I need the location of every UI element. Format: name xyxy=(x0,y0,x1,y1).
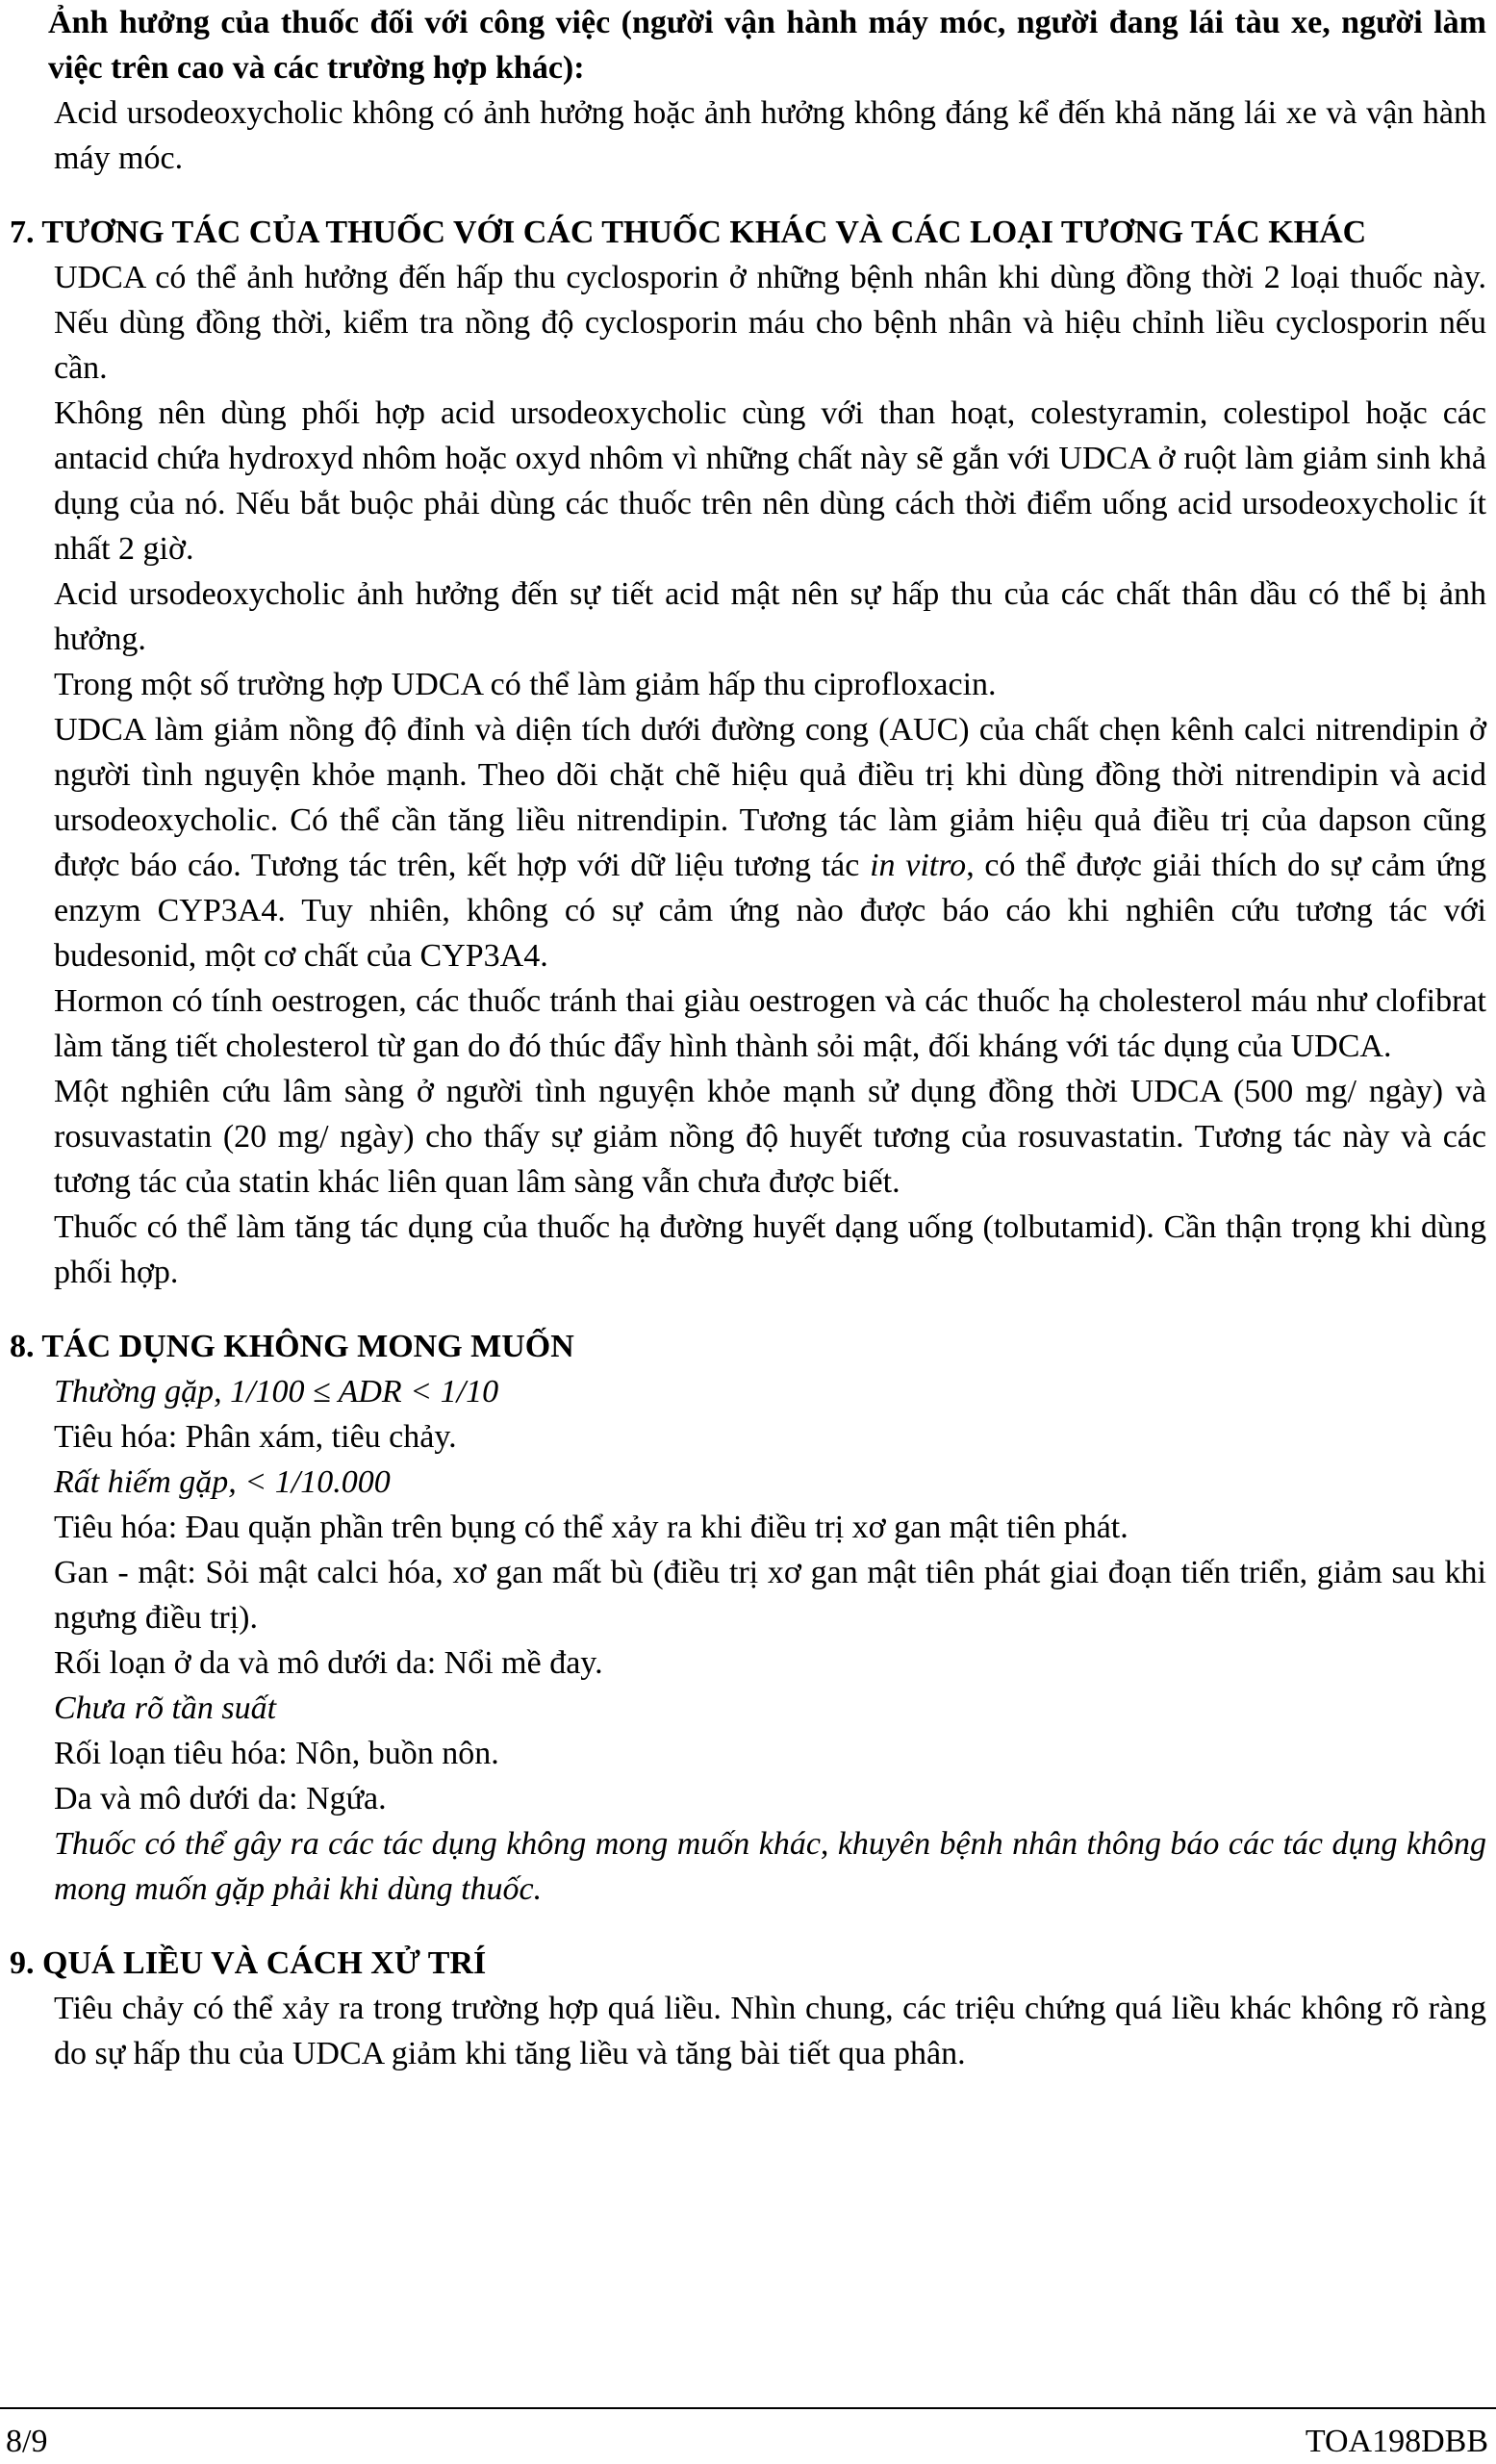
spacer xyxy=(10,1912,1486,1941)
section-7-paragraph: UDCA có thể ảnh hưởng đến hấp thu cyclosporin ở những bệnh nhân khi dùng đồng thời 2 loại thuốc này. Nếu dùng đồng thời, kiểm tra nồng độ cyclosporin máu cho bệnh nhân và hiệu chỉnh liều cyclosporin nếu cần. xyxy=(54,260,1486,386)
page-content xyxy=(10,0,1486,2076)
section-7-paragraph-nitrendipin xyxy=(10,707,1486,978)
adverse-effect-item: Da và mô dưới da: Ngứa. xyxy=(54,1781,387,1816)
section-7-paragraph: Không nên dùng phối hợp acid ursodeoxycholic cùng với than hoạt, colestyramin, colestipol hoặc các antacid chứa hydroxyd nhôm hoặc oxyd nhôm vì những chất này sẽ gắn với UDCA ở ruột làm giảm sinh khả dụng của nó. Nếu bắt buộc phải dùng các thuốc trên nên dùng cách thời điểm uống acid ursodeoxycholic ít nhất 2 giờ. xyxy=(54,395,1486,567)
text-run: UDCA làm giảm nồng độ đỉnh và diện tích dưới đường cong (AUC) của chất chẹn kênh calci nitrendipin ở người tình nguyện khỏe mạnh. Theo dõi chặt chẽ hiệu quả điều trị khi dùng đồng thời nitrendipin và acid ursodeoxycholic. Có thể cần tăng liều nitrendipin. Tương tác làm giảm hiệu quả điều trị của dapson cũng được báo cáo. Tương tác trên, kết hợp với dữ liệu tương tác xyxy=(54,712,1486,883)
section-7-paragraph: Trong một số trường hợp UDCA có thể làm giảm hấp thu ciprofloxacin. xyxy=(54,667,997,702)
section-7-paragraph: Một nghiên cứu lâm sàng ở người tình nguyện khỏe mạnh sử dụng đồng thời UDCA (500 mg/ ngày) và rosuvastatin (20 mg/ ngày) cho thấy sự giảm nồng độ huyết tương của rosuvastatin. Tương tác này và các tương tác của statin khác liên quan lâm sàng vẫn chưa được biết. xyxy=(54,1074,1486,1200)
spacer xyxy=(10,1295,1486,1324)
section-9-text: Tiêu chảy có thể xảy ra trong trường hợp quá liều. Nhìn chung, các triệu chứng quá liều khác không rõ ràng do sự hấp thu của UDCA giảm khi tăng liều và tăng bài tiết qua phân. xyxy=(54,1991,1486,2071)
section-9-title: 9. QUÁ LIỀU VÀ CÁCH XỬ TRÍ xyxy=(10,1945,487,1981)
adverse-effect-item: Rối loạn ở da và mô dưới da: Nổi mề đay. xyxy=(54,1645,603,1681)
text-run: , có thể được giải thích do sự cảm ứng enzym CYP3A4. Tuy nhiên, không có sự cảm ứng nào được báo cáo khi nghiên cứu tương tác với budesonid, một cơ chất của CYP3A4. xyxy=(54,848,1487,974)
adverse-effect-item: Rối loạn tiêu hóa: Nôn, buồn nôn. xyxy=(54,1736,499,1771)
section-7-paragraph: Acid ursodeoxycholic ảnh hưởng đến sự tiết acid mật nên sự hấp thu của các chất thân dầu có thể bị ảnh hưởng. xyxy=(54,576,1486,657)
section-8-title: 8. TÁC DỤNG KHÔNG MONG MUỐN xyxy=(10,1329,574,1364)
effect-on-work-heading: Ảnh hưởng của thuốc đối với công việc (người vận hành máy móc, người đang lái tàu xe, người làm việc trên cao và các trường hợp khác): xyxy=(48,5,1486,86)
adverse-effect-item: Tiêu hóa: Phân xám, tiêu chảy. xyxy=(54,1419,457,1455)
frequency-common-label: Thường gặp, 1/100 ≤ ADR < 1/10 xyxy=(54,1374,499,1410)
effect-on-work-text: Acid ursodeoxycholic không có ảnh hưởng hoặc ảnh hưởng không đáng kể đến khả năng lái xe và vận hành máy móc. xyxy=(54,95,1486,176)
page-footer xyxy=(0,2407,1496,2459)
italic-term: in vitro xyxy=(870,848,967,883)
adverse-effect-note: Thuốc có thể gây ra các tác dụng không mong muốn khác, khuyên bệnh nhân thông báo các tác dụng không mong muốn gặp phải khi dùng thuốc. xyxy=(54,1826,1486,1907)
section-7-title: 7. TƯƠNG TÁC CỦA THUỐC VỚI CÁC THUỐC KHÁC VÀ CÁC LOẠI TƯƠNG TÁC KHÁC xyxy=(10,215,1367,250)
frequency-unknown-label: Chưa rõ tần suất xyxy=(54,1690,277,1726)
section-7-paragraph: Hormon có tính oestrogen, các thuốc tránh thai giàu oestrogen và các thuốc hạ cholesterol máu như clofibrat làm tăng tiết cholesterol từ gan do đó thúc đẩy hình thành sỏi mật, đối kháng với tác dụng của UDCA. xyxy=(54,983,1486,1064)
section-7-paragraph: Thuốc có thể làm tăng tác dụng của thuốc hạ đường huyết dạng uống (tolbutamid). Cần thận trọng khi dùng phối hợp. xyxy=(54,1209,1486,1290)
frequency-very-rare-label: Rất hiếm gặp, < 1/10.000 xyxy=(54,1464,391,1500)
page-number: 8/9 xyxy=(6,2424,48,2459)
spacer xyxy=(10,181,1486,210)
document-code: TOA198DBB xyxy=(1305,2424,1488,2459)
adverse-effect-item: Gan - mật: Sỏi mật calci hóa, xơ gan mất bù (điều trị xơ gan mật tiên phát giai đoạn tiến triển, giảm sau khi ngưng điều trị). xyxy=(54,1555,1486,1636)
adverse-effect-item: Tiêu hóa: Đau quặn phần trên bụng có thể xảy ra khi điều trị xơ gan mật tiên phát. xyxy=(54,1510,1128,1545)
